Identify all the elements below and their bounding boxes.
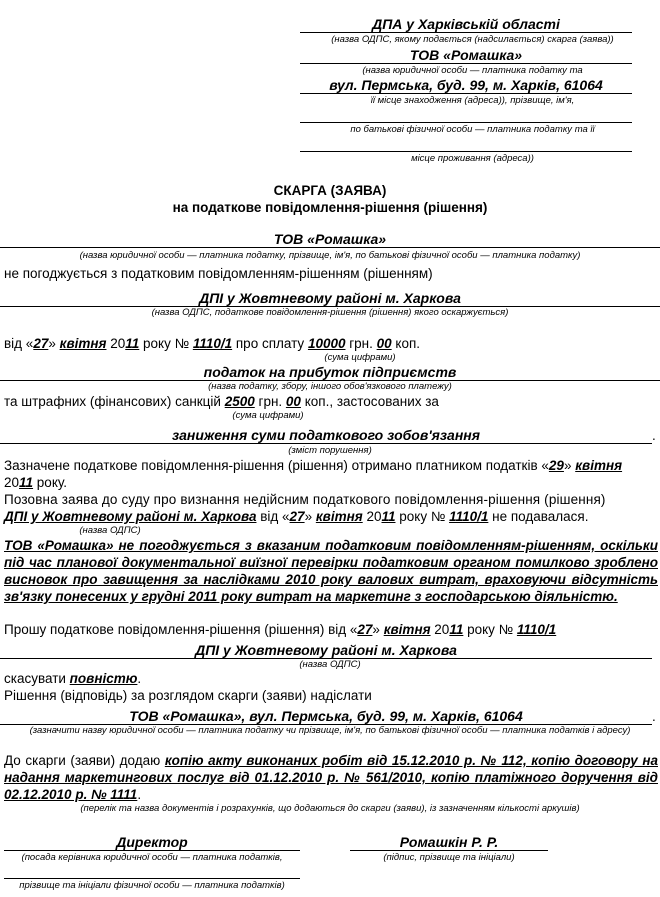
odps-name: ДПІ у Жовтневому районі м. Харкова: [0, 290, 660, 307]
header-address: вул. Пермська, буд. 99, м. Харків, 61064: [300, 77, 632, 94]
request-line: [4, 621, 556, 638]
request-cancel-prefix: скасувати: [4, 671, 70, 686]
lawsuit-number: 1110/1: [449, 509, 489, 524]
received-year: 11: [19, 475, 34, 490]
request-number: 1110/1: [516, 622, 557, 637]
reasons-paragraph: ТОВ «Ромашка» не погоджується з вказаним податковим повідомленням-рішенням, оскільки під час планової документальної виїзної перевірки податковим органом помилково зроблено висновок про завищення за наслідками 2010 року валових витрат, враховуючи відсутність зв'язку понесених у грудні 2011 року витрат на маркетинг з господарською діяльністю.: [4, 538, 658, 604]
request-prefix: Прошу податкове повідомлення-рішення (рішення) від «: [4, 622, 358, 637]
signature-name-caption: (підпис, прізвище та ініціали): [383, 852, 515, 863]
lawsuit-line-1: Позовна заява до суду про визнання недійсним податкового повідомлення-рішення (рішення): [4, 492, 606, 507]
fines-uah: 2500: [224, 394, 255, 409]
lawsuit-year: 11: [381, 509, 396, 524]
violation-caption: (зміст порушення): [288, 445, 372, 456]
attach-dot: .: [137, 787, 142, 802]
fines-grn: грн.: [254, 394, 286, 409]
request-rok-no: року №: [463, 622, 517, 637]
tax-caption: (назва податку, збору, іншого обов'язкового платежу): [208, 381, 452, 392]
lawsuit-line-2: [4, 508, 588, 525]
payer-name: ТОВ «Ромашка»: [0, 231, 660, 248]
decision-grn: грн.: [345, 336, 377, 351]
received-sep: »: [563, 458, 576, 473]
request-year: 11: [449, 622, 464, 637]
fines-line: [4, 393, 439, 410]
send-caption: (зазначити назву юридичної особи — платника податку чи прізвище, ім'я, по батькові фізичної особи — платника податків і адресу): [29, 725, 631, 736]
received-day: 29: [548, 458, 564, 473]
decision-from: від «: [4, 336, 34, 351]
header-company-caption: (назва юридичної особи — платника податку та: [362, 65, 583, 76]
send-address: ТОВ «Ромашка», вул. Пермська, буд. 99, м. Харків, 61064: [0, 708, 652, 725]
fines-prefix: та штрафних (фінансових) санкцій: [4, 394, 225, 409]
fines-caption: (сума цифрами): [232, 410, 304, 421]
odps-caption: (назва ОДПС, податкове повідомлення-рішення (рішення) якого оскаржується): [151, 307, 509, 318]
violation-text: заниження суми податкового зобов'язання: [0, 427, 652, 444]
request-caption: (назва ОДПС): [299, 659, 361, 670]
decision-year: 11: [125, 336, 140, 351]
payer-caption: (назва юридичної особи — платника податку, прізвище, ім'я, по батькові фізичної особи — платника податку): [79, 250, 581, 261]
decision-number: 1110/1: [192, 336, 233, 351]
decision-rok-no: року №: [139, 336, 193, 351]
decision-kop-label: коп.: [391, 336, 421, 351]
header-patronymic-caption: по батькові фізичної особи — платника податку та її: [350, 124, 595, 135]
received-year-prefix: 20: [4, 475, 20, 490]
request-cancel-line: [4, 670, 141, 687]
decision-month: квітня: [59, 336, 107, 351]
request-odps: ДПІ у Жовтневому районі м. Харкова: [0, 642, 652, 659]
header-residence-caption: місце проживання (адреса)): [411, 153, 534, 164]
lawsuit-suffix: не подавалася.: [488, 509, 589, 524]
attach-text: копію акту виконаних робіт від 15.12.2010 р. № 112, копію договору на надання маркетингових послуг від 01.12.2010 р. № 561/2010, копію платіжного доручення від 02.12.2010 р. № 1111: [4, 753, 658, 802]
signature-bottom-caption: прізвище та ініціали фізичної особи — платника податків): [19, 880, 285, 891]
received-month: квітня: [575, 458, 623, 473]
decision-kop: 00: [376, 336, 392, 351]
fines-suffix: коп., застосованих за: [300, 394, 439, 409]
received-paragraph: [4, 457, 658, 491]
lawsuit-month: квітня: [315, 509, 363, 524]
recipient-office-caption: (назва ОДПС, якому подається (надсилається) скарга (заява)): [331, 34, 614, 45]
lawsuit-year-prefix: 20: [362, 509, 382, 524]
header-address-caption: її місце знаходження (адреса)), прізвище, ім'я,: [370, 95, 575, 106]
header-blank-line-1: [300, 108, 632, 123]
lawsuit-caption: (назва ОДПС): [79, 525, 141, 536]
decision-year-prefix: 20: [106, 336, 126, 351]
request-day: 27: [357, 622, 373, 637]
received-prefix: Зазначене податкове повідомлення-рішення (рішення) отримано платником податків «: [4, 458, 549, 473]
fines-kop: 00: [285, 394, 301, 409]
request-cancel: повністю: [69, 671, 138, 686]
send-dot: .: [652, 709, 656, 724]
lawsuit-sep: »: [304, 509, 316, 524]
send-label: Рішення (відповідь) за розглядом скарги (заяви) надіслати: [4, 688, 372, 703]
lawsuit-from: від «: [256, 509, 290, 524]
request-sep: »: [372, 622, 384, 637]
decision-line: [4, 335, 420, 352]
recipient-office: ДПА у Харківській області: [300, 16, 632, 33]
attach-caption: (перелік та назва документів і розрахунків, що додаються до скарги (заяви), із зазначенням кількості аркушів): [80, 803, 580, 814]
document-title: СКАРГА (ЗАЯВА): [273, 183, 387, 198]
violation-dot: .: [652, 428, 656, 443]
decision-uah: 10000: [307, 336, 346, 351]
received-suffix: року.: [33, 475, 68, 490]
request-month: квітня: [383, 622, 431, 637]
decision-day: 27: [33, 336, 49, 351]
signature-blank-line: [4, 864, 300, 879]
attach-prefix: До скарги (заяви) додаю: [4, 753, 165, 768]
header-company: ТОВ «Ромашка»: [300, 47, 632, 64]
request-cancel-suffix: .: [137, 671, 142, 686]
decision-sum-caption: (сума цифрами): [324, 352, 396, 363]
decision-sep: »: [48, 336, 60, 351]
request-year-prefix: 20: [430, 622, 450, 637]
lawsuit-rok-no: року №: [395, 509, 450, 524]
tax-name: податок на прибуток підприємств: [0, 364, 660, 381]
signature-position: Директор: [4, 834, 300, 851]
attach-paragraph: [4, 752, 658, 803]
signature-position-caption: (посада керівника юридичної особи — платника податків,: [21, 852, 283, 863]
document-subtitle: на податкове повідомлення-рішення (рішення): [172, 200, 488, 215]
decision-payment: про сплату: [232, 336, 308, 351]
payer-disagrees: не погоджується з податковим повідомленням-рішенням (рішенням): [4, 266, 433, 281]
header-blank-line-2: [300, 137, 632, 152]
signature-name: Ромашкін Р. Р.: [350, 834, 548, 851]
lawsuit-odps: ДПІ у Жовтневому районі м. Харкова: [4, 509, 257, 524]
lawsuit-day: 27: [289, 509, 305, 524]
